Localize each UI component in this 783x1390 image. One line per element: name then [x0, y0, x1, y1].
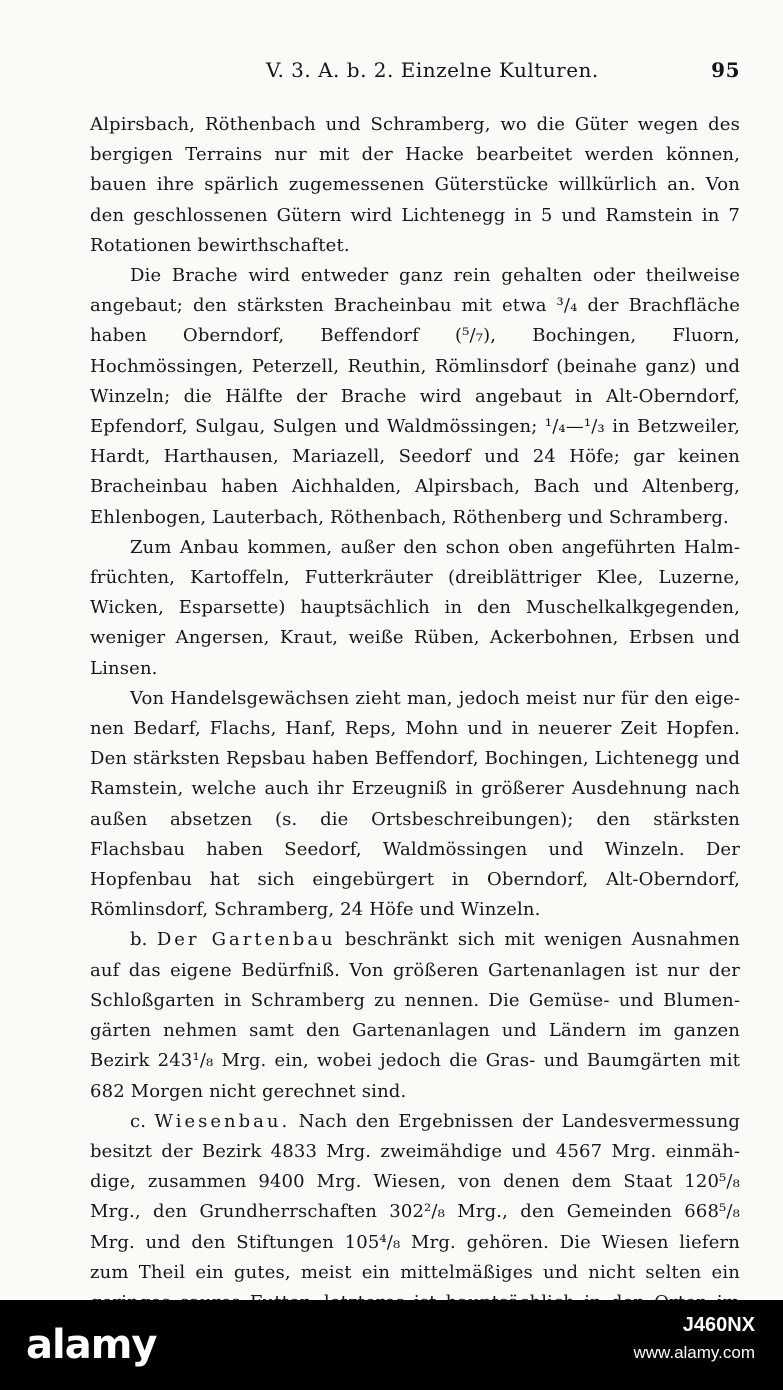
section-heading-gartenbau: Der Gartenbau: [156, 929, 336, 951]
paragraph-continued: Alpirsbach, Röthenbach und Schramberg, wo die Güter wegen des bergigen Terrains nur mit der Hacke bearbeitet werden können, bauen ihre spärlich zugemessenen Güterstücke willkürlich an. Von den geschlossenen Gütern wird Lichtenegg in 5 und Ramstein in 7 Rotationen bewirthschaftet.: [90, 114, 740, 256]
image-id: J460NX: [682, 1314, 755, 1336]
paragraph-gartenbau: [90, 925, 740, 1106]
image-reference: [633, 1314, 755, 1363]
paragraph-anbau: Zum Anbau kommen, außer den schon oben angeführten Halmfrüchten, Kartoffeln, Futterkräuter (dreiblättriger Klee, Luzerne, Wicken, Esparsette) hauptsächlich in den Muschelkalkgegenden, weniger Angersen, Kraut, weiße Rüben, Ackerbohnen, Erbsen und Linsen.: [90, 536, 740, 679]
gartenbau-text: beschränkt sich mit wenigen Ausnahmen auf das eigene Bedürfniß. Von größeren Gartenanlagen ist nur der Schloßgarten in Schramberg zu nennen. Die Gemüse- und Blumengärten nehmen samt den Gartenanlagen und Ländern im ganzen Bezirk 243¹/₈ Mrg. ein, wobei jedoch die Gras- und Baumgärten mit 682 Morgen nicht gerechnet sind.: [90, 929, 741, 1102]
section-letter-c: c.: [130, 1110, 155, 1132]
running-title: V. 3. A. b. 2. Einzelne Kulturen.: [266, 58, 599, 82]
watermark-url: www.alamy.com: [633, 1343, 755, 1362]
watermark-footer: [0, 1300, 783, 1390]
section-heading-wiesenbau: Wiesenbau.: [154, 1110, 291, 1132]
alamy-logo: alamy: [26, 1322, 157, 1368]
page-number: 95: [711, 58, 740, 82]
paragraph-brache: Die Brache wird entweder ganz rein gehalten oder theilweise angebaut; den stärksten Bracheinbau mit etwa ³/₄ der Brachfläche haben Oberndorf, Beffendorf (⁵/₇), Bochingen, Fluorn, Hochmössingen, Peterzell, Reuthin, Römlinsdorf (beinahe ganz) und Winzeln; die Hälfte der Brache wird angebaut in Alt-Oberndorf, Epfendorf, Sulgau, Sulgen und Waldmössingen; ¹/₄—¹/₃ in Betzweiler, Hardt, Harthausen, Mariazell, Seedorf und 24 Höfe; gar keinen Bracheinbau haben Aichhalden, Alpirsbach, Bach und Altenberg, Ehlenbogen, Lauterbach, Röthenbach, Röthenberg und Schramberg.: [90, 265, 740, 528]
running-header: [90, 58, 740, 88]
wiesenbau-text: Nach den Ergebnissen der Landesvermessung besitzt der Bezirk 4833 Mrg. zweimähdige und 4567 Mrg. einmähdige, zusammen 9400 Mrg. Wiesen, von denen dem Staat 120⁵/₈ Mrg., den Grundherrschaften 302²/₈ Mrg., den Gemeinden 668⁵/₈ Mrg. und den Stiftungen 105⁴/₈ Mrg. gehören. Die Wiesen liefern zum Theil ein gutes, meist ein mittelmäßiges und nicht selten ein: [90, 1110, 740, 1283]
section-letter-b: b.: [130, 929, 157, 951]
page-body: [90, 110, 740, 1348]
paragraph-handelsgewaechse: Von Handelsgewächsen zieht man, jedoch meist nur für den eigenen Bedarf, Flachs, Hanf, Reps, Mohn und in neuerer Zeit Hopfen. Den stärksten Repsbau haben Beffendorf, Bochingen, Lichtenegg und Ramstein, welche auch ihr Erzeugniß in größerer Ausdehnung nach außen absetzen (s. die Ortsbeschreibungen); den stärksten Flachsbau haben Seedorf, Waldmössingen und Winzeln. Der Hopfenbau hat sich eingebürgert in Oberndorf, Alt-Oberndorf, Römlinsdorf, Schramberg, 24 Höfe und Winzeln.: [90, 687, 740, 921]
